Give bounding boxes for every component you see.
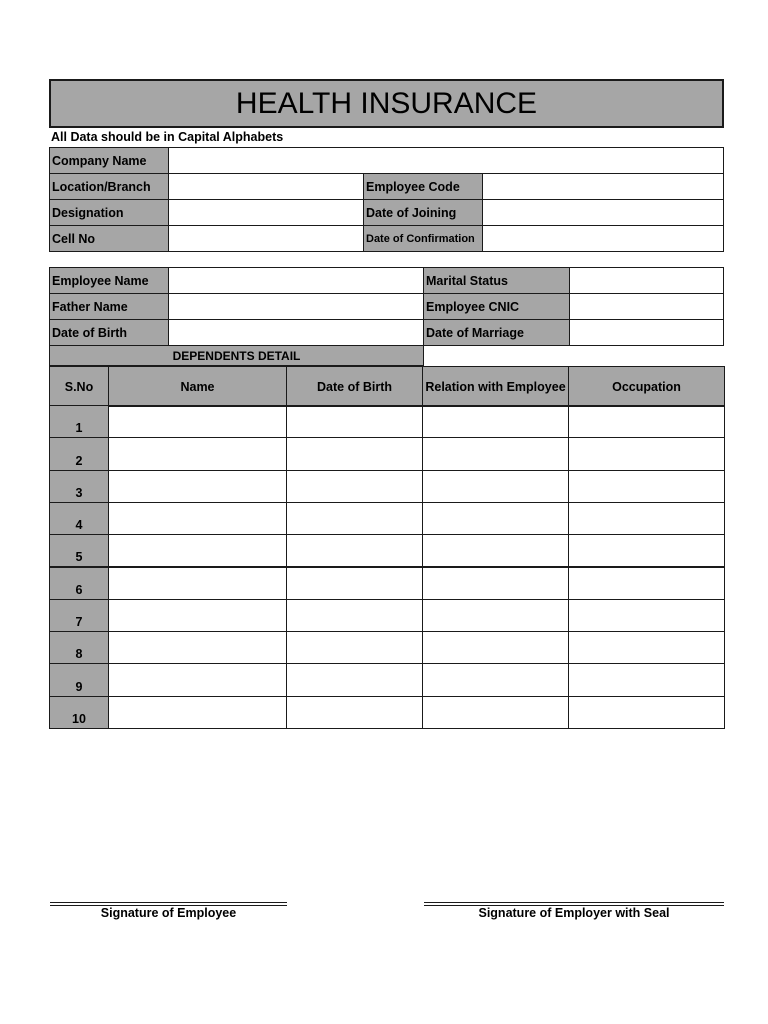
dependents-detail-header: DEPENDENTS DETAIL bbox=[49, 345, 424, 366]
dependent-name-field[interactable] bbox=[108, 502, 287, 535]
dependent-relation-field[interactable] bbox=[422, 534, 569, 567]
dependent-dob-field[interactable] bbox=[286, 567, 423, 600]
dependent-name-field[interactable] bbox=[108, 663, 287, 696]
column-header-name: Name bbox=[108, 366, 287, 407]
location-branch-label: Location/Branch bbox=[49, 173, 169, 200]
row-number: 5 bbox=[49, 534, 109, 567]
dependent-dob-field[interactable] bbox=[286, 470, 423, 503]
dependent-relation-field[interactable] bbox=[422, 599, 569, 632]
date-of-birth-field[interactable] bbox=[168, 319, 424, 346]
date-of-marriage-label: Date of Marriage bbox=[423, 319, 570, 346]
instruction-note: All Data should be in Capital Alphabets bbox=[51, 130, 284, 144]
date-of-joining-label: Date of Joining bbox=[363, 199, 483, 226]
dependent-occupation-field[interactable] bbox=[568, 470, 725, 503]
dependent-relation-field[interactable] bbox=[422, 631, 569, 664]
dependent-occupation-field[interactable] bbox=[568, 437, 725, 470]
dependent-relation-field[interactable] bbox=[422, 405, 569, 438]
employee-code-field[interactable] bbox=[482, 173, 724, 200]
dependent-dob-field[interactable] bbox=[286, 663, 423, 696]
date-of-birth-label: Date of Birth bbox=[49, 319, 169, 346]
form-title: HEALTH INSURANCE bbox=[49, 79, 724, 128]
dependent-relation-field[interactable] bbox=[422, 663, 569, 696]
dependent-occupation-field[interactable] bbox=[568, 631, 725, 664]
dependent-relation-field[interactable] bbox=[422, 567, 569, 600]
dependent-relation-field[interactable] bbox=[422, 470, 569, 503]
row-number: 8 bbox=[49, 631, 109, 664]
column-header-relation: Relation with Employee bbox=[422, 366, 569, 407]
designation-field[interactable] bbox=[168, 199, 364, 226]
row-number: 4 bbox=[49, 502, 109, 535]
row-number: 2 bbox=[49, 437, 109, 470]
dependent-dob-field[interactable] bbox=[286, 696, 423, 729]
dependent-name-field[interactable] bbox=[108, 534, 287, 567]
column-header-occupation: Occupation bbox=[568, 366, 725, 407]
dependent-dob-field[interactable] bbox=[286, 437, 423, 470]
employee-name-label: Employee Name bbox=[49, 267, 169, 294]
cell-no-label: Cell No bbox=[49, 225, 169, 252]
dependent-occupation-field[interactable] bbox=[568, 405, 725, 438]
dependent-name-field[interactable] bbox=[108, 631, 287, 664]
dependent-occupation-field[interactable] bbox=[568, 534, 725, 567]
column-header-sno: S.No bbox=[49, 366, 109, 407]
dependent-occupation-field[interactable] bbox=[568, 599, 725, 632]
father-name-field[interactable] bbox=[168, 293, 424, 320]
dependent-name-field[interactable] bbox=[108, 405, 287, 438]
dependent-occupation-field[interactable] bbox=[568, 502, 725, 535]
marital-status-field[interactable] bbox=[569, 267, 724, 294]
employee-signature-label: Signature of Employee bbox=[100, 906, 237, 920]
dependent-dob-field[interactable] bbox=[286, 534, 423, 567]
row-number: 1 bbox=[49, 405, 109, 438]
dependent-name-field[interactable] bbox=[108, 696, 287, 729]
date-of-confirmation-label: Date of Confirmation bbox=[363, 225, 483, 252]
company-name-field[interactable] bbox=[168, 147, 724, 174]
company-name-label: Company Name bbox=[49, 147, 169, 174]
dependent-dob-field[interactable] bbox=[286, 599, 423, 632]
dependent-occupation-field[interactable] bbox=[568, 696, 725, 729]
row-number: 10 bbox=[49, 696, 109, 729]
employee-code-label: Employee Code bbox=[363, 173, 483, 200]
cell-no-field[interactable] bbox=[168, 225, 364, 252]
marital-status-label: Marital Status bbox=[423, 267, 570, 294]
dependent-name-field[interactable] bbox=[108, 437, 287, 470]
employee-name-field[interactable] bbox=[168, 267, 424, 294]
row-number: 6 bbox=[49, 567, 109, 600]
dependent-dob-field[interactable] bbox=[286, 405, 423, 438]
row-number: 3 bbox=[49, 470, 109, 503]
dependent-name-field[interactable] bbox=[108, 567, 287, 600]
father-name-label: Father Name bbox=[49, 293, 169, 320]
employee-cnic-field[interactable] bbox=[569, 293, 724, 320]
location-branch-field[interactable] bbox=[168, 173, 364, 200]
row-number: 9 bbox=[49, 663, 109, 696]
dependent-name-field[interactable] bbox=[108, 599, 287, 632]
column-header-dob: Date of Birth bbox=[286, 366, 423, 407]
employee-cnic-label: Employee CNIC bbox=[423, 293, 570, 320]
row-number: 7 bbox=[49, 599, 109, 632]
dependent-relation-field[interactable] bbox=[422, 696, 569, 729]
date-of-marriage-field[interactable] bbox=[569, 319, 724, 346]
dependent-occupation-field[interactable] bbox=[568, 567, 725, 600]
dependent-name-field[interactable] bbox=[108, 470, 287, 503]
date-of-joining-field[interactable] bbox=[482, 199, 724, 226]
dependent-dob-field[interactable] bbox=[286, 502, 423, 535]
dependent-dob-field[interactable] bbox=[286, 631, 423, 664]
dependent-relation-field[interactable] bbox=[422, 437, 569, 470]
date-of-confirmation-field[interactable] bbox=[482, 225, 724, 252]
designation-label: Designation bbox=[49, 199, 169, 226]
dependent-relation-field[interactable] bbox=[422, 502, 569, 535]
dependent-occupation-field[interactable] bbox=[568, 663, 725, 696]
employer-signature-label: Signature of Employer with Seal bbox=[478, 906, 670, 920]
